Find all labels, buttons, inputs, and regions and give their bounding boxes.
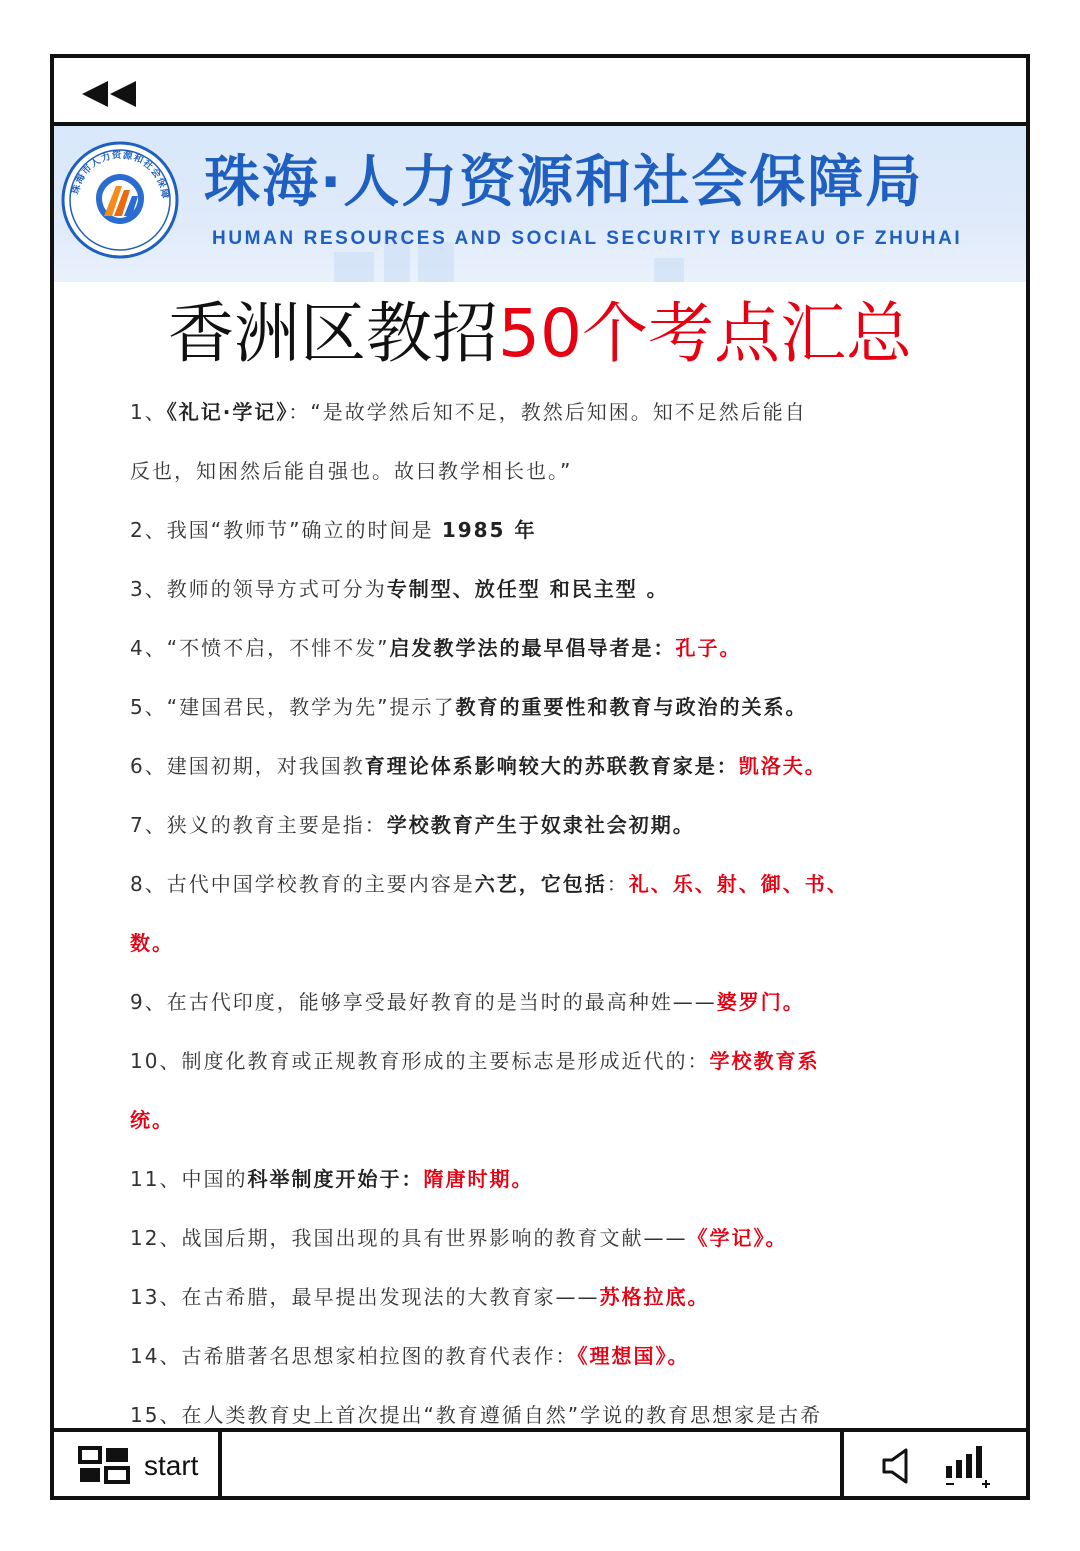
signal-icon[interactable]: [944, 1442, 994, 1492]
start-button[interactable]: [54, 1432, 222, 1500]
list-item: 统。: [130, 1108, 174, 1132]
list-item: 反也，知困然后能自强也。故曰教学相长也。”: [130, 459, 573, 483]
start-label: start: [144, 1450, 199, 1481]
list-item: 7、狭义的教育主要是指：学校教育产生于奴隶社会初期。: [130, 813, 695, 837]
list-item: 1、《礼记·学记》：“是故学然后知不足，教然后知困。知不足然后能自: [130, 400, 807, 424]
title-black-part: 香洲区教招: [168, 295, 498, 372]
logo-ring-text: 珠海市人力资源和社会保障: [70, 149, 171, 201]
bureau-logo: [60, 140, 180, 260]
list-item: 6、建国初期，对我国教育理论体系影响较大的苏联教育家是：凯洛夫。: [130, 754, 827, 778]
list-item: 5、“建国君民，教学为先”提示了教育的重要性和教育与政治的关系。: [130, 695, 808, 719]
list-item: 数。: [130, 931, 174, 955]
speaker-icon[interactable]: [880, 1446, 916, 1490]
double-left-arrow-icon: [80, 80, 140, 108]
list-item: 11、中国的科举制度开始于：隋唐时期。: [130, 1167, 534, 1191]
taskbar: [54, 1428, 1026, 1500]
back-button[interactable]: [80, 80, 140, 108]
list-item: 13、在古希腊，最早提出发现法的大教育家——苏格拉底。: [130, 1285, 710, 1309]
top-bar: [54, 58, 1026, 126]
list-item: 4、“不愤不启，不悱不发”启发教学法的最早倡导者是：孔子。: [130, 636, 742, 660]
organization-name: 珠海·人力资源和社会保障局: [204, 150, 924, 215]
list-item: 2、我国“教师节”确立的时间是 1985 年: [130, 518, 537, 542]
grid-icon: [78, 1446, 130, 1484]
window-frame: [50, 54, 1030, 1500]
list-item: 10、制度化教育或正规教育形成的主要标志是形成近代的：学校教育系: [130, 1049, 820, 1073]
page-title: [54, 294, 1026, 374]
list-item: 12、战国后期，我国出现的具有世界影响的教育文献——《学记》。: [130, 1226, 788, 1250]
article-content: [130, 388, 930, 1450]
list-item: 14、古希腊著名思想家柏拉图的教育代表作：《理想国》。: [130, 1344, 690, 1368]
list-item: 9、在古代印度，能够享受最好教育的是当时的最高种姓——婆罗门。: [130, 990, 805, 1014]
list-item: 3、教师的领导方式可分为专制型、放任型 和民主型 。: [130, 577, 669, 601]
organization-subtitle: HUMAN RESOURCES AND SOCIAL SECURITY BUREAU OF ZHUHAI: [212, 228, 963, 249]
header-banner: [54, 126, 1026, 282]
system-tray: [840, 1432, 1026, 1500]
list-item: 8、古代中国学校教育的主要内容是六艺，它包括：礼、乐、射、御、书、: [130, 872, 849, 896]
title-red-part: 50个考点汇总: [498, 295, 912, 372]
list-item: 15、在人类教育史上首次提出“教育遵循自然”学说的教育思想家是古希: [130, 1403, 823, 1427]
